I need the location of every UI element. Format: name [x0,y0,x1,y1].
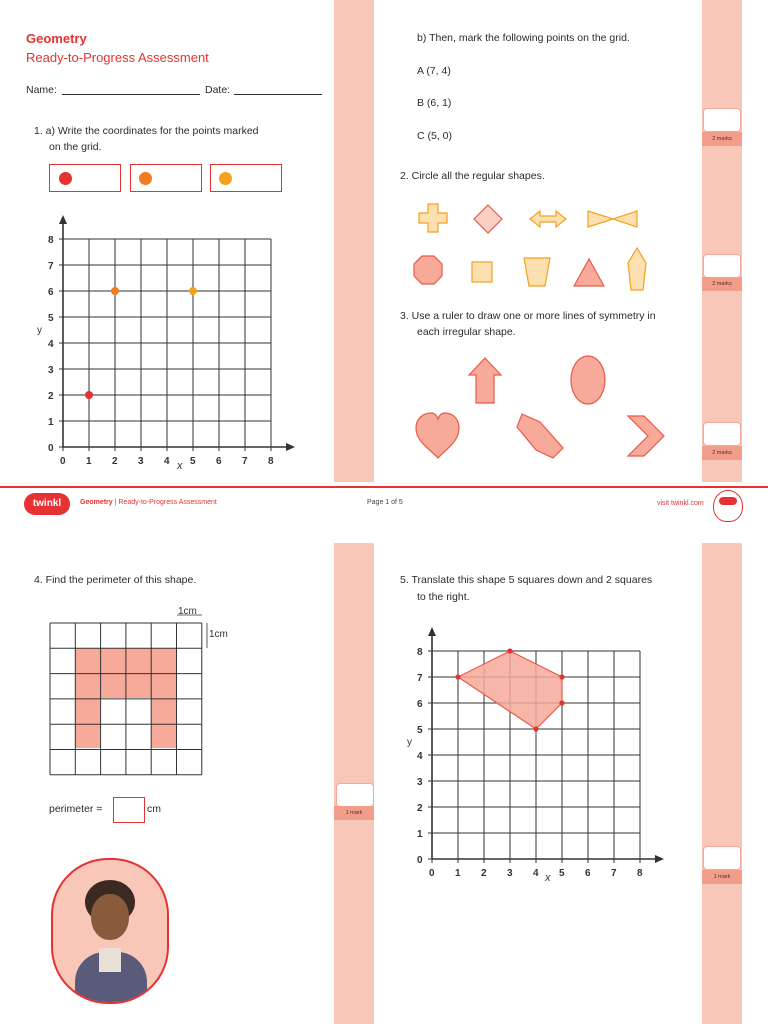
q1-y-tick-label: 5 [48,313,54,324]
pentagon-tall-shape[interactable] [628,248,646,290]
name-label: Name: [26,84,57,96]
q5-coordinate-grid[interactable] [400,622,665,887]
q1-marks-label: 2 marks [702,132,742,146]
q5-y-tick-label: 5 [417,725,423,736]
q5-text-line1: 5. Translate this shape 5 squares down and 2 squares [400,574,653,586]
q1-x-tick-label: 6 [216,456,222,467]
q1-x-tick-label: 5 [190,456,196,467]
q5-y-tick-label: 3 [417,777,423,788]
thinking-child-illustration [51,858,169,1004]
q5-text-line2: to the right. [417,591,470,603]
heart-shape[interactable] [416,413,459,458]
q5-y-tick-label: 1 [417,829,423,840]
q5-vertex-1 [455,674,460,679]
q2-marks-label: 2 marks [702,277,742,291]
q5-y-tick-label: 8 [417,647,423,658]
q5-x-tick-label: 3 [507,868,513,879]
q5-x-tick-label: 5 [559,868,565,879]
q1-x-tick-label: 4 [164,456,170,467]
q1-x-tick-label: 0 [60,456,66,467]
q3-mark-box[interactable] [703,422,741,446]
triangle-shape[interactable] [574,259,604,286]
q5-mark-box[interactable] [703,846,741,870]
q1-mark-box[interactable] [703,108,741,132]
twinkl-badge-icon [713,490,743,522]
oval-shape[interactable] [571,356,605,404]
q1-y-tick-label: 7 [48,261,54,272]
unit-label-side: 1cm [209,629,228,640]
answer-box-orange[interactable] [130,164,202,192]
q3-text-line2: each irregular shape. [417,326,516,338]
answer-box-yellow[interactable] [210,164,282,192]
footer-page: Page 1 of 5 [367,499,403,506]
q1-x-tick-label: 3 [138,456,144,467]
date-label: Date: [205,84,231,96]
q5-x-tick-label: 6 [585,868,591,879]
trapezium-shape[interactable] [524,258,550,286]
orange-dot-icon [139,172,152,185]
q5-y-axis-label: y [407,737,412,748]
q1-y-tick-label: 0 [48,443,54,454]
q1-x-tick-label: 7 [242,456,248,467]
q5-vertex-5 [533,726,538,731]
yellow-point [189,287,197,295]
arrow-up-shape[interactable] [469,358,501,403]
q1-x-axis-label: x [177,460,183,472]
q2-shapes[interactable] [408,198,658,298]
q5-x-tick-label: 1 [455,868,461,879]
q5-y-tick-label: 6 [417,699,423,710]
q4-marks-label: 1 mark [334,806,374,820]
q3-shapes[interactable] [410,350,690,465]
orange-point [111,287,119,295]
q1-y-tick-label: 8 [48,235,54,246]
q1-y-tick-label: 4 [48,339,54,350]
q5-x-tick-label: 0 [429,868,435,879]
bowtie-shape[interactable] [588,211,637,227]
q1-y-tick-label: 6 [48,287,54,298]
page-title: Geometry [26,31,87,46]
q3-marks-label: 2 marks [702,446,742,460]
q1-y-tick-label: 1 [48,417,54,428]
q5-y-tick-label: 2 [417,803,423,814]
q1-y-axis-label: y [37,325,42,336]
q2-text: 2. Circle all the regular shapes. [400,170,545,182]
unit-label-top: 1cm [178,606,197,617]
point-b-label: B (6, 1) [417,97,452,109]
q3-text-line1: 3. Use a ruler to draw one or more lines of symmetry in [400,310,656,322]
q5-y-tick-label: 4 [417,751,423,762]
q1-y-tick-label: 2 [48,391,54,402]
q1-x-tick-label: 1 [86,456,92,467]
q5-vertex-2 [507,648,512,653]
footer-title: Geometry | Ready-to-Progress Assessment [80,499,217,506]
q5-x-tick-label: 4 [533,868,539,879]
octagon-shape[interactable] [414,256,442,284]
date-field[interactable] [234,94,322,95]
footer-visit[interactable]: visit twinkl.com [657,500,704,507]
page-subtitle: Ready-to-Progress Assessment [26,50,209,65]
red-dot-icon [59,172,72,185]
name-field[interactable] [62,94,200,95]
q1-x-tick-label: 2 [112,456,118,467]
point-a-label: A (7, 4) [417,65,451,77]
double-arrow-shape[interactable] [530,211,566,227]
q5-x-tick-label: 8 [637,868,643,879]
q1-text-line1: 1. a) Write the coordinates for the points marked [34,125,259,137]
rhombus-shape[interactable] [474,205,502,233]
q5-x-axis-label: x [545,872,551,884]
q5-vertex-4 [559,700,564,705]
q5-marks-label: 1 mark [702,870,742,884]
q4-mark-box[interactable] [336,783,374,807]
hexagon-irregular-shape[interactable] [517,414,563,458]
right-band-top [702,0,742,482]
middle-band-top [334,0,374,482]
q5-y-tick-label: 0 [417,855,423,866]
right-band-bottom [702,543,742,1024]
cross-shape[interactable] [419,204,447,232]
q5-y-tick-label: 7 [417,673,423,684]
q1-text-line2: on the grid. [49,141,102,153]
red-point [85,391,93,399]
q4-text: 4. Find the perimeter of this shape. [34,574,197,586]
q2-mark-box[interactable] [703,254,741,278]
yellow-dot-icon [219,172,232,185]
chevron-shape[interactable] [628,416,664,456]
perimeter-answer-box[interactable] [113,797,145,823]
answer-box-red[interactable] [49,164,121,192]
point-c-label: C (5, 0) [417,130,453,142]
q1-y-tick-label: 3 [48,365,54,376]
q1b-intro: b) Then, mark the following points on the grid. [417,32,630,44]
q5-x-tick-label: 7 [611,868,617,879]
square-shape[interactable] [472,262,492,282]
q4-shape-grid[interactable] [45,600,245,785]
q5-x-tick-label: 2 [481,868,487,879]
q5-vertex-3 [559,674,564,679]
perimeter-label: perimeter = [49,803,103,815]
perimeter-unit: cm [147,803,161,815]
q1-x-tick-label: 8 [268,456,274,467]
footer-rule [0,486,768,488]
twinkl-logo: twinkl [24,493,70,515]
q1-coordinate-grid[interactable] [30,210,300,480]
